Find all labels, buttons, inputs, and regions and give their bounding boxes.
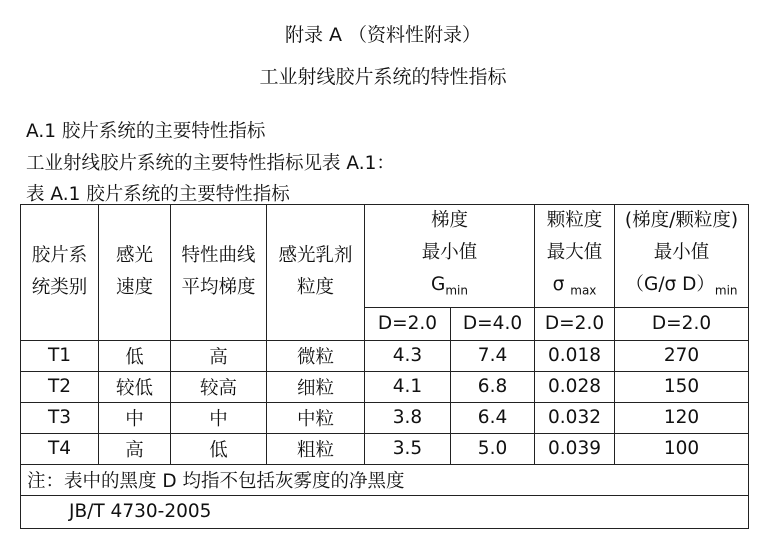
standard-number: JB/T 4730-2005 [21,495,749,528]
cell-grain: 粗粒 [267,433,365,464]
header-gradient: 梯度 最小值 $G_{min}$ [365,205,535,308]
cell-curve: 较高 [171,371,267,402]
header-film-class: 胶片系 统类别 [21,205,99,341]
cell-sigma: 0.028 [535,371,615,402]
table-row [21,433,749,464]
subheader-cell: D=2.0 [535,307,615,340]
cell-class: T3 [21,402,99,433]
cell-grain: 细粒 [267,371,365,402]
cell-g20: 4.3 [365,340,451,371]
table-row [21,340,749,371]
cell-class: T1 [21,340,99,371]
table-row [21,402,749,433]
cell-sigma: 0.039 [535,433,615,464]
cell-g20: 4.1 [365,371,451,402]
cell-ratio: 150 [615,371,749,402]
cell-sigma: 0.032 [535,402,615,433]
table-note: 注：表中的黑度 D 均指不包括灰雾度的净黑度 [21,464,749,495]
header-curve-gradient: 特性曲线 平均梯度 [171,205,267,341]
cell-curve: 中 [171,402,267,433]
cell-class: T4 [21,433,99,464]
cell-g40: 6.8 [451,371,535,402]
subheader-cell: D=2.0 [365,307,451,340]
cell-g40: 7.4 [451,340,535,371]
cell-speed: 中 [99,402,171,433]
cell-speed: 高 [99,433,171,464]
cell-g20: 3.8 [365,402,451,433]
cell-grain: 微粒 [267,340,365,371]
appendix-title: 附录 A （资料性附录） [284,24,482,46]
cell-ratio: 270 [615,340,749,371]
cell-sigma: 0.018 [535,340,615,371]
header-ratio: (梯度/颗粒度) 最小值 （G/σ $D)_{min}$ [615,205,749,308]
header-grain: 感光乳剂 粒度 [267,205,365,341]
cell-ratio: 100 [615,433,749,464]
cell-curve: 高 [171,340,267,371]
table-row [21,371,749,402]
cell-ratio: 120 [615,402,749,433]
header-speed: 感光速度 [99,205,171,341]
header-granularity: 颗粒度 最大值 σ $_{max}$ [535,205,615,308]
film-system-table [20,204,749,529]
subheader-cell: D=4.0 [451,307,535,340]
intro-text: 工业射线胶片系统的主要特性指标见表 A.1： [26,153,395,174]
section-heading: A.1 胶片系统的主要特性指标 [26,121,266,142]
cell-g20: 3.5 [365,433,451,464]
cell-g40: 6.4 [451,402,535,433]
cell-speed: 较低 [99,371,171,402]
table-caption: 表 A.1 胶片系统的主要特性指标 [26,184,290,205]
cell-grain: 中粒 [267,402,365,433]
main-title: 工业射线胶片系统的特性指标 [259,66,507,88]
cell-g40: 5.0 [451,433,535,464]
cell-speed: 低 [99,340,171,371]
subheader-cell: D=2.0 [615,307,749,340]
cell-curve: 低 [171,433,267,464]
cell-class: T2 [21,371,99,402]
